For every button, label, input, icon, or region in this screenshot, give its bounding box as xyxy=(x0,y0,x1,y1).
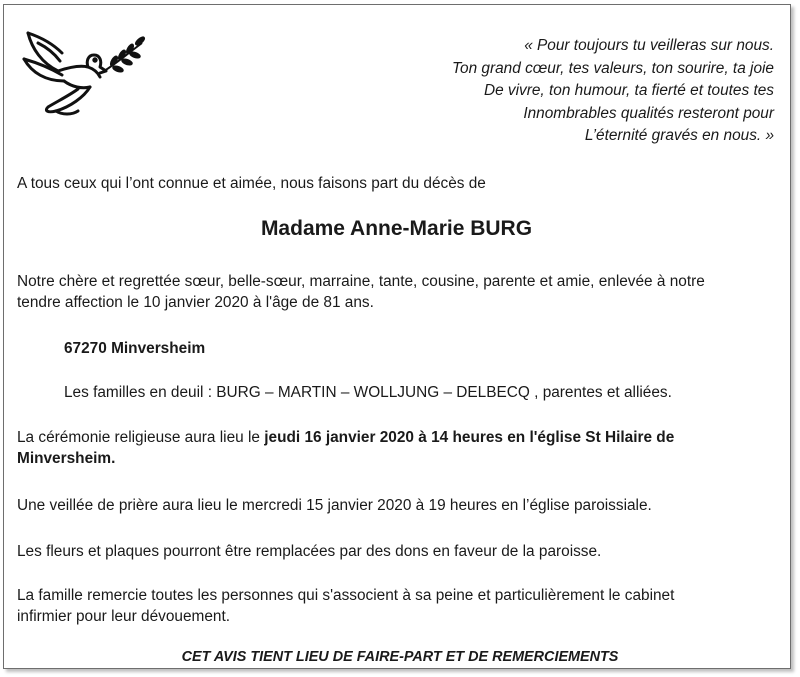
ceremony-line-2: Minversheim. xyxy=(17,450,116,467)
thanks-line-2: infirmier pour leur dévouement. xyxy=(17,608,231,625)
poem-line: « Pour toujours tu veilleras sur nous. xyxy=(524,37,774,54)
poem-line: L’éternité gravés en nous. » xyxy=(584,127,774,144)
announcement-line-2: tendre affection le 10 janvier 2020 à l'âge de 81 ans. xyxy=(17,294,374,311)
announcement-line-1: Notre chère et regrettée sœur, belle-sœur, marraine, tante, cousine, parente et amie, enlevée à notre xyxy=(17,273,705,290)
dove-icon xyxy=(18,15,148,121)
ceremony-date-place: jeudi 16 janvier 2020 à 14 heures en l'église St Hilaire de xyxy=(264,429,675,446)
poem-line: De vivre, ton humour, ta fierté et toutes tes xyxy=(483,82,774,99)
flowers-text: Les fleurs et plaques pourront être remplacées par des dons en faveur de la paroisse. xyxy=(17,543,602,560)
ceremony-prefix: La cérémonie religieuse aura lieu le xyxy=(17,429,265,446)
poem-line: Ton grand cœur, tes valeurs, ton sourire, ta joie xyxy=(452,59,774,77)
poem-line: Innombrables qualités resteront pour xyxy=(523,104,774,122)
location-text: 67270 Minversheim xyxy=(64,340,206,357)
obituary-notice xyxy=(3,4,791,669)
footer-notice: CET AVIS TIENT LIEU DE FAIRE-PART ET DE REMERCIEMENTS xyxy=(181,649,619,665)
thanks-line-1: La famille remercie toutes les personnes qui s'associent à sa peine et particulièrement le cabinet xyxy=(17,587,675,604)
memorial-poem xyxy=(354,35,774,148)
ceremony-line-1 xyxy=(17,427,674,448)
intro-text: A tous ceux qui l’ont connue et aimée, nous faisons part du décès de xyxy=(17,175,486,192)
vigil-text: Une veillée de prière aura lieu le mercredi 15 janvier 2020 à 19 heures en l’église paroissiale. xyxy=(17,497,652,514)
deceased-name: Madame Anne-Marie BURG xyxy=(260,217,533,240)
families-text: Les familles en deuil : BURG – MARTIN – WOLLJUNG – DELBECQ , parentes et alliées. xyxy=(64,384,672,401)
